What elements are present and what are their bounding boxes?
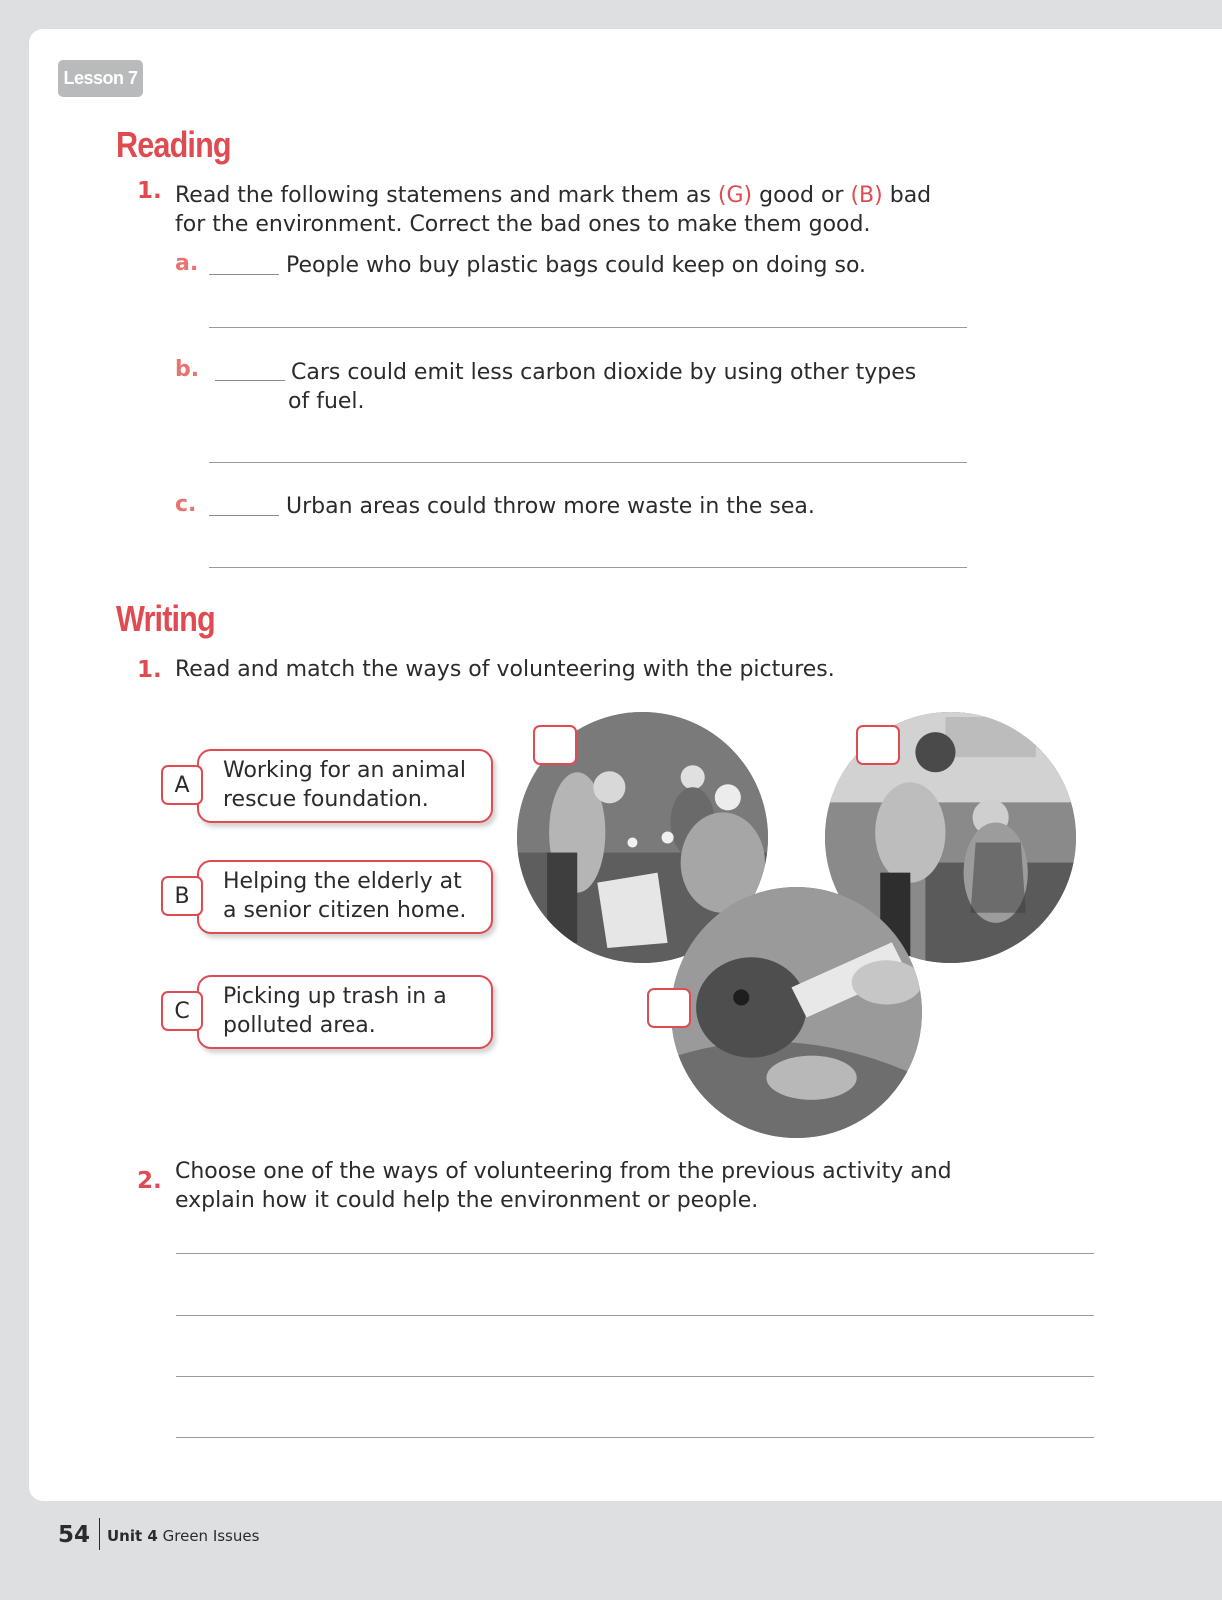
option-b-letter: B	[161, 876, 203, 916]
animal-photo-answer-box[interactable]	[647, 988, 691, 1028]
footer-divider	[99, 1518, 100, 1550]
writing-answer-line[interactable]	[176, 1376, 1094, 1377]
writing-q2-instruction-line2: explain how it could help the environment or people.	[175, 1188, 759, 1213]
item-b-statement-line2: of fuel.	[288, 389, 365, 414]
item-a-statement: People who buy plastic bags could keep on doing so.	[286, 253, 867, 278]
item-b-answer-line[interactable]	[209, 462, 967, 463]
item-b-mark-blank[interactable]	[215, 380, 285, 381]
item-b-letter: b.	[175, 357, 200, 382]
elderly-photo-answer-box[interactable]	[856, 725, 900, 765]
writing-title: Writing	[116, 598, 215, 639]
option-b-box	[197, 860, 493, 934]
writing-answer-line[interactable]	[176, 1315, 1094, 1316]
option-c-text: Picking up trash in a polluted area.	[223, 984, 447, 1038]
animal-rescue-photo	[671, 887, 922, 1138]
page-number: 54	[58, 1522, 91, 1548]
item-b-statement: Cars could emit less carbon dioxide by using other types	[291, 360, 917, 385]
writing-q2-instruction-line1: Choose one of the ways of volunteering from the previous activity and	[175, 1159, 952, 1184]
option-a-text: Working for an animal rescue foundation.	[223, 758, 466, 812]
reading-q1-instruction-line2: for the environment. Correct the bad ones to make them good.	[175, 212, 871, 237]
reading-q1-number: 1.	[137, 178, 162, 204]
item-c-statement: Urban areas could throw more waste in the sea.	[286, 494, 815, 519]
writing-q2-number: 2.	[137, 1168, 162, 1194]
item-a-answer-line[interactable]	[209, 327, 967, 328]
option-c-letter: C	[161, 991, 203, 1031]
item-c-mark-blank[interactable]	[209, 515, 279, 516]
writing-answer-line[interactable]	[176, 1253, 1094, 1254]
writing-q1-instruction: Read and match the ways of volunteering with the pictures.	[175, 657, 835, 682]
item-a-mark-blank[interactable]	[209, 274, 279, 275]
item-c-answer-line[interactable]	[209, 567, 967, 568]
lesson-tag: Lesson 7	[58, 60, 143, 97]
option-b-text: Helping the elderly at a senior citizen home.	[223, 869, 467, 923]
writing-answer-line[interactable]	[176, 1437, 1094, 1438]
option-a-letter: A	[161, 765, 203, 805]
reading-title: Reading	[116, 124, 231, 165]
reading-q1-instruction-line1: Read the following statemens and mark them as (G) good or (B) bad	[175, 183, 932, 208]
option-a-box	[197, 749, 493, 823]
item-c-letter: c.	[175, 492, 197, 517]
trash-photo-answer-box[interactable]	[533, 725, 577, 765]
item-a-letter: a.	[175, 251, 199, 276]
option-c-box	[197, 975, 493, 1049]
writing-q1-number: 1.	[137, 657, 162, 683]
footer-unit: Unit 4 Green Issues	[107, 1527, 260, 1545]
